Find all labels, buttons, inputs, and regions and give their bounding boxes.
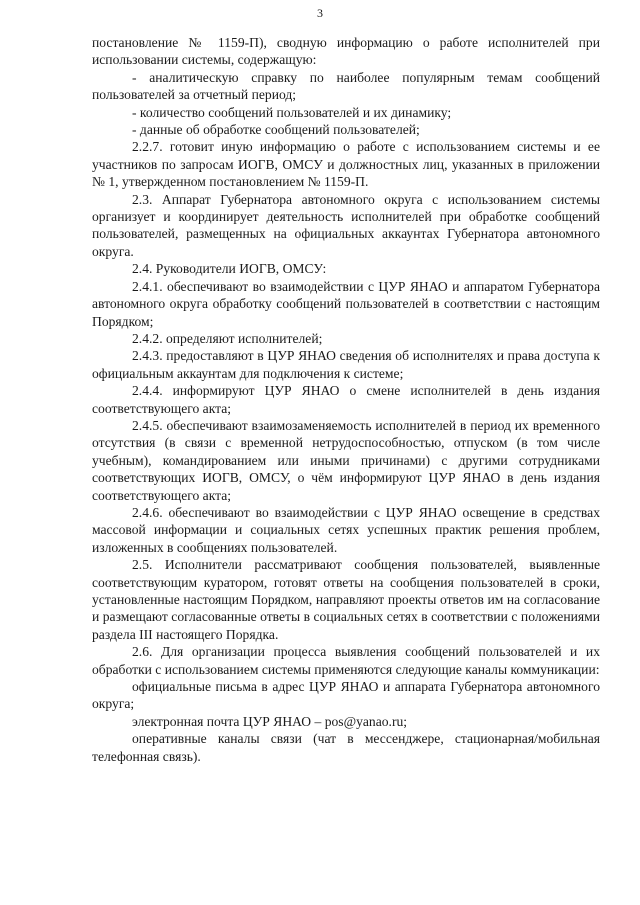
clause-2-4-5: 2.4.5. обеспечивают взаимозаменяемость исполнителей в период их временного отсутствия (в связи с временной нетрудоспособностью, отпуском (в том числе учебным), командированием или иными причинами) с другими сотрудниками соответствующих ИОГВ, ОМСУ, о чём информируют ЦУР ЯНАО в день издания соответствующего акта; xyxy=(92,417,600,503)
clause-2-5: 2.5. Исполнители рассматривают сообщения пользователей, выявленные соответствующим куратором, готовят ответы на сообщения пользователей в сроки, установленные настоящим Порядком, направляют проекты ответов им на согласование и размещают согласованные ответы в социальных сетях в соответствии с положениями раздела III настоящего Порядка. xyxy=(92,557,600,642)
document-body xyxy=(92,34,600,765)
clause-2-4-1: 2.4.1. обеспечивают во взаимодействии с ЦУР ЯНАО и аппаратом Губернатора автономного округа обработку сообщений пользователей в соответствии с настоящим Порядком; xyxy=(92,278,600,329)
clause-2-2-7: 2.2.7. готовит иную информацию о работе с использованием системы и ее участников по запросам ИОГВ, ОМСУ и должностных лиц, указанных в приложении № 1, утвержденном постановлением № 1159-П. xyxy=(92,139,600,190)
clause-2-4-2: 2.4.2. определяют исполнителей; xyxy=(132,330,323,346)
channel-operative: оперативные каналы связи (чат в мессенджере, стационарная/мобильная телефонная связь). xyxy=(92,731,600,764)
clause-2-4-4: 2.4.4. информируют ЦУР ЯНАО о смене исполнителей в день издания соответствующего акта; xyxy=(92,383,600,416)
list-item-analytics: - аналитическую справку по наиболее популярным темам сообщений пользователей за отчетный период; xyxy=(92,69,600,103)
clause-2-4: 2.4. Руководители ИОГВ, ОМСУ: xyxy=(132,261,327,277)
channel-official-letters: официальные письма в адрес ЦУР ЯНАО и аппарата Губернатора автономного округа; xyxy=(92,679,600,712)
channel-email: электронная почта ЦУР ЯНАО – pos@yanao.ru; xyxy=(132,713,408,729)
paragraph-intro: постановление № 1159-П), сводную информацию о работе исполнителей при использовании системы, содержащую: xyxy=(92,35,600,68)
list-item-processing-data: - данные об обработке сообщений пользователей; xyxy=(132,122,420,138)
page-number: 3 xyxy=(317,6,323,20)
clause-2-4-3: 2.4.3. предоставляют в ЦУР ЯНАО сведения об исполнителях и права доступа к официальным аккаунтам для подключения к системе; xyxy=(92,348,600,381)
clause-2-3: 2.3. Аппарат Губернатора автономного округа с использованием системы организует и координирует деятельность исполнителей при обработке сообщений пользователей, размещенных на официальных аккаунтах Губернатора автономного округа. xyxy=(92,191,600,259)
list-item-message-count: - количество сообщений пользователей и их динамику; xyxy=(132,104,452,120)
clause-2-4-6: 2.4.6. обеспечивают во взаимодействии с ЦУР ЯНАО освещение в средствах массовой информации и социальных сетях успешных практик решения проблем, изложенных в сообщениях пользователей. xyxy=(92,504,600,555)
clause-2-6: 2.6. Для организации процесса выявления сообщений пользователей и их обработки с использованием системы применяются следующие каналы коммуникации: xyxy=(92,644,600,677)
